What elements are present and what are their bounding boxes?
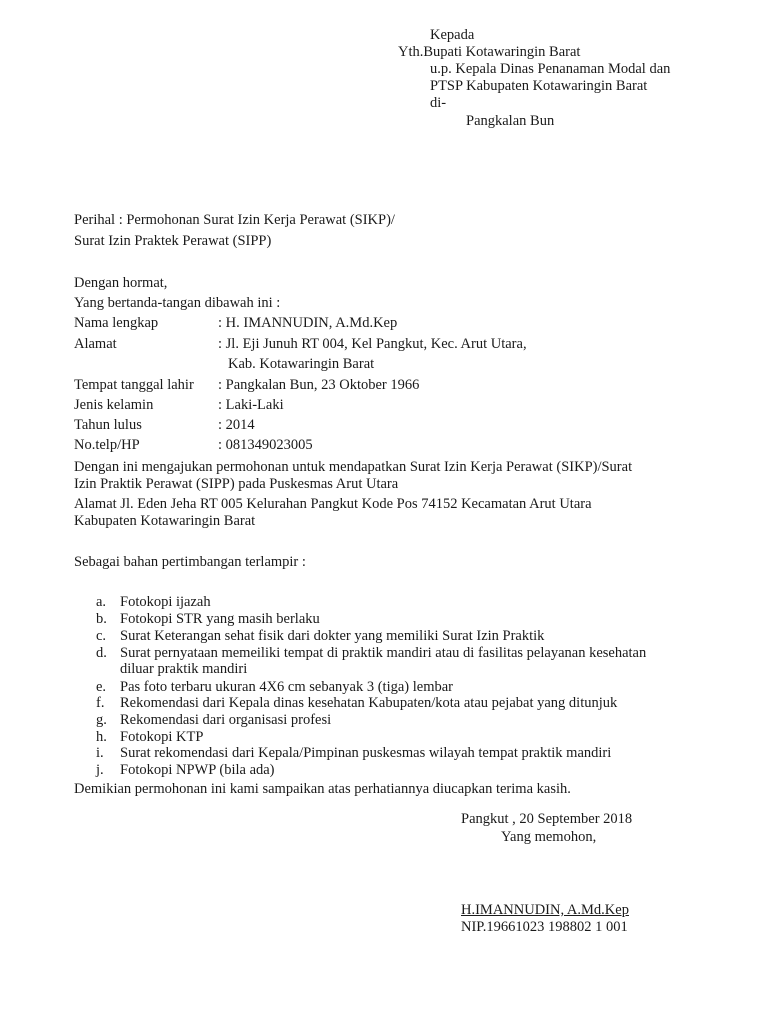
signature-nip: NIP.19661023 198802 1 001 [461,919,628,935]
attachment-text: Surat Keterangan sehat fisik dari dokter yang memiliki Surat Izin Praktik [120,628,545,644]
address-line1: Alamat Jl. Eden Jeha RT 005 Kelurahan Pangkut Kode Pos 74152 Kecamatan Arut Utara [74,496,592,512]
attachment-letter: c. [96,628,107,644]
subject-line2: Surat Izin Praktek Perawat (SIPP) [74,233,272,249]
attachment-text: Fotokopi NPWP (bila ada) [120,762,275,778]
closing-text: Demikian permohonan ini kami sampaikan atas perhatiannya diucapkan terima kasih. [74,781,571,797]
signature-name: H.IMANNUDIN, A.Md.Kep [461,902,629,918]
recipient-kepada: Kepada [430,27,475,43]
field-value-name: : H. IMANNUDIN, A.Md.Kep [218,315,398,331]
attachment-text: Rekomendasi dari Kepala dinas kesehatan Kabupaten/kota atau pejabat yang ditunjuk [120,695,618,711]
greeting: Dengan hormat, [74,275,168,291]
attachment-text-continued: diluar praktik mandiri [120,661,248,677]
attachment-letter: i. [96,745,104,761]
field-value-grad-year: : 2014 [218,417,255,433]
request-line1: Dengan ini mengajukan permohonan untuk mendapatkan Surat Izin Kerja Perawat (SIKP)/Surat [74,459,633,475]
attachment-text: Surat pernyataan memeiliki tempat di praktik mandiri atau di fasilitas pelayanan kesehatan [120,645,647,661]
intro-text: Yang bertanda-tangan dibawah ini : [74,295,281,311]
attachment-letter: a. [96,594,107,610]
attachment-text: Surat rekomendasi dari Kepala/Pimpinan puskesmas wilayah tempat praktik mandiri [120,745,612,761]
recipient-di: di- [430,95,447,111]
subject-line1: Perihal : Permohonan Surat Izin Kerja Perawat (SIKP)/ [74,212,395,228]
attachment-letter: e. [96,679,107,695]
field-value-gender: : Laki-Laki [218,397,284,413]
attachments-intro: Sebagai bahan pertimbangan terlampir : [74,554,306,570]
field-value-birth: : Pangkalan Bun, 23 Oktober 1966 [218,377,420,393]
attachment-letter: g. [96,712,107,728]
attachment-letter: j. [96,762,104,778]
attachment-text: Rekomendasi dari organisasi profesi [120,712,332,728]
attachment-letter: d. [96,645,107,661]
recipient-city: Pangkalan Bun [466,113,555,129]
address-line2: Kabupaten Kotawaringin Barat [74,513,256,529]
field-value-address: : Jl. Eji Junuh RT 004, Kel Pangkut, Kec. Arut Utara, [218,336,527,352]
attachment-letter: f. [96,695,105,711]
field-label-gender: Jenis kelamin [74,397,154,413]
signature-place-date: Pangkut , 20 September 2018 [461,811,633,827]
attachment-text: Pas foto terbaru ukuran 4X6 cm sebanyak 3 (tiga) lembar [120,679,453,695]
field-value-address-line2: Kab. Kotawaringin Barat [228,356,375,372]
field-label-name: Nama lengkap [74,315,159,331]
field-value-phone: : 081349023005 [218,437,313,453]
field-label-address: Alamat [74,336,117,352]
attachment-text: Fotokopi STR yang masih berlaku [120,611,320,627]
attachment-letter: b. [96,611,107,627]
attachment-text: Fotokopi KTP [120,729,204,745]
field-label-birth: Tempat tanggal lahir [74,377,194,393]
signature-applicant: Yang memohon, [501,829,597,845]
recipient-up-line1: u.p. Kepala Dinas Penanaman Modal dan [430,61,671,77]
attachment-letter: h. [96,729,107,745]
field-label-grad-year: Tahun lulus [74,417,142,433]
request-line2: Izin Praktik Perawat (SIPP) pada Puskesmas Arut Utara [74,476,399,492]
recipient-yth: Yth.Bupati Kotawaringin Barat [398,44,581,60]
recipient-up-line2: PTSP Kabupaten Kotawaringin Barat [430,78,648,94]
field-label-phone: No.telp/HP [74,437,140,453]
attachment-text: Fotokopi ijazah [120,594,211,610]
